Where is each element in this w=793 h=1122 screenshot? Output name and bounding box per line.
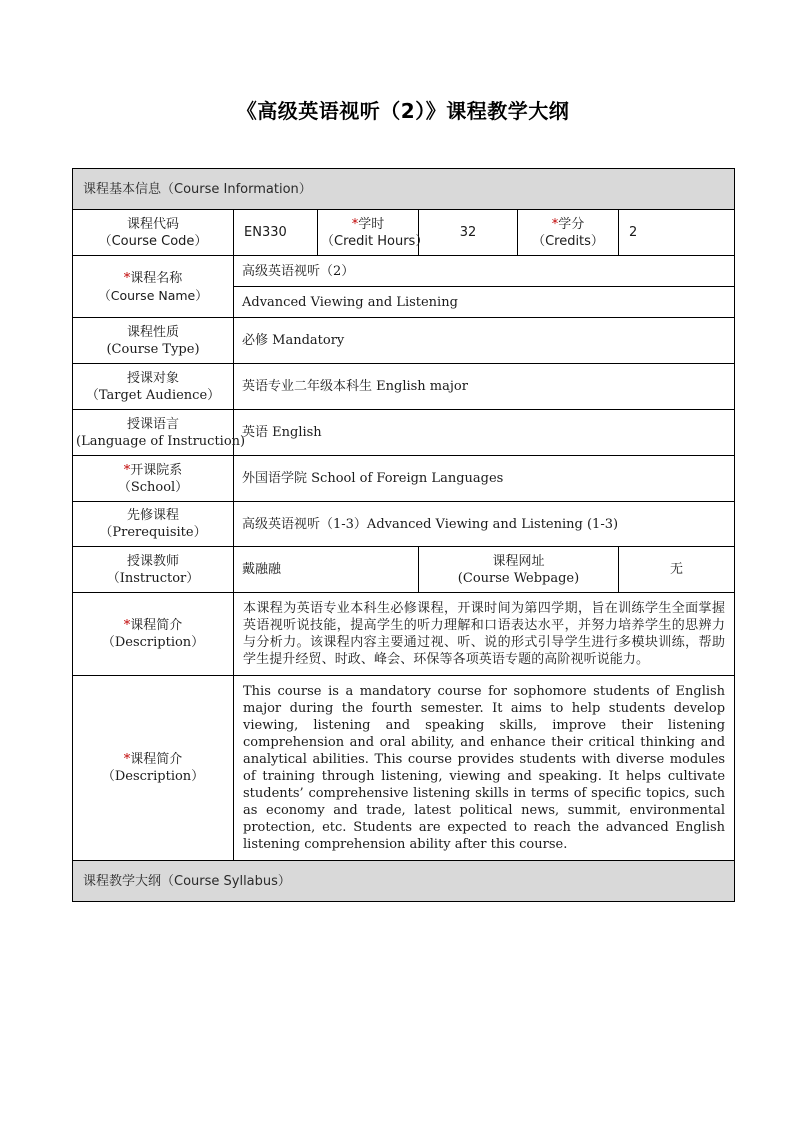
table-row — [73, 676, 735, 861]
label-course-name — [73, 256, 234, 318]
label-school-en: （School） — [117, 479, 189, 495]
label-instructor-en: （Instructor） — [106, 570, 200, 586]
table-row — [73, 256, 735, 287]
value-description-cn: 本课程为英语专业本科生必修课程，开课时间为第四学期，旨在训练学生全面掌握英语视听说技能，提高学生的听力理解和口语表达水平，并努力培养学生的思辨力与分析力。该课程内容主要通过视、听、说的形式引导学生进行多模块训练，帮助学生提升经贸、时政、峰会、环保等各项英语专题的高阶视听说能力。 — [234, 593, 735, 676]
required-asterisk: * — [551, 216, 559, 232]
label-credits-cn: *学分 — [551, 216, 585, 232]
label-course-type — [73, 318, 234, 364]
value-prerequisite: 高级英语视听（1-3）Advanced Viewing and Listening (1-3) — [234, 502, 735, 547]
required-asterisk: * — [123, 618, 131, 633]
label-course-code-en: （Course Code） — [98, 233, 208, 249]
table-row — [73, 502, 735, 547]
label-course-webpage — [419, 547, 619, 593]
section-band-course-syllabus: 课程教学大纲（Course Syllabus） — [73, 861, 735, 902]
label-course-webpage-cn: 课程网址 — [492, 553, 545, 569]
label-prerequisite — [73, 502, 234, 547]
value-target-audience: 英语专业二年级本科生 English major — [234, 364, 735, 410]
value-credits: 2 — [619, 210, 735, 256]
required-asterisk: * — [123, 752, 131, 767]
value-school: 外国语学院 School of Foreign Languages — [234, 456, 735, 502]
label-language-of-instruction — [73, 410, 246, 456]
label-course-webpage-en: (Course Webpage) — [457, 570, 580, 586]
required-asterisk: * — [123, 462, 131, 478]
label-target-audience — [73, 364, 234, 410]
label-credit-hours-cn: *学时 — [351, 216, 385, 232]
label-course-code — [73, 210, 234, 256]
section-band-course-information: 课程基本信息（Course Information） — [73, 169, 735, 210]
table-row — [73, 364, 735, 410]
value-language-of-instruction: 英语 English — [234, 410, 735, 456]
label-language-of-instruction-cn: 授课语言 — [126, 416, 179, 432]
label-credits — [518, 210, 619, 256]
label-course-type-cn: 课程性质 — [126, 324, 179, 340]
value-course-name-en: Advanced Viewing and Listening — [234, 287, 735, 318]
label-target-audience-en: （Target Audience） — [85, 387, 221, 403]
table-row — [73, 169, 735, 210]
label-description-cn — [73, 593, 234, 676]
label-course-code-cn: 课程代码 — [126, 216, 179, 232]
label-school — [73, 456, 234, 502]
required-asterisk: * — [351, 216, 359, 232]
table-row — [73, 861, 735, 902]
label-school-cn: *开课院系 — [123, 462, 183, 478]
label-credits-en: （Credits） — [532, 233, 604, 249]
label-description-en-text: 课程简介（Description） — [101, 752, 205, 784]
label-prerequisite-en: （Prerequisite） — [99, 525, 207, 540]
required-asterisk: * — [123, 270, 131, 286]
label-language-of-instruction-en: (Language of Instruction) — [76, 433, 246, 449]
value-course-code: EN330 — [234, 210, 318, 256]
value-course-webpage: 无 — [619, 547, 735, 593]
table-row — [73, 210, 735, 256]
value-course-type: 必修 Mandatory — [234, 318, 735, 364]
label-credit-hours — [318, 210, 429, 256]
table-row — [73, 547, 735, 593]
label-course-name-en: （Course Name） — [98, 287, 208, 303]
label-course-name-cn: *课程名称 — [123, 270, 183, 286]
table-row — [73, 593, 735, 676]
label-target-audience-cn: 授课对象 — [126, 370, 179, 386]
table-row — [73, 456, 735, 502]
value-instructor: 戴融融 — [234, 547, 419, 593]
label-description-cn-text: 课程简介（Description） — [101, 618, 205, 650]
label-instructor — [73, 547, 234, 593]
value-course-name-cn: 高级英语视听（2） — [234, 256, 735, 287]
table-row — [73, 318, 735, 364]
value-credit-hours: 32 — [419, 210, 518, 256]
value-description-en: This course is a mandatory course for sophomore students of English major during the fourth semester. It aims to help students develop viewing, listening and speaking skills, improve their listening comprehension and oral ability, and enhance their critical thinking and analytical abilities. This course provides students with diverse modules of training through listening, viewing and speaking. It helps cultivate students’ comprehensive listening skills in terms of specific topics, such as economy and trade, latest political news, summit, environmental protection, etc. Students are expected to reach the advanced English listening comprehension ability after this course. — [234, 676, 735, 861]
label-instructor-cn: 授课教师 — [126, 553, 179, 569]
course-information-table — [72, 168, 735, 902]
label-course-type-en: (Course Type) — [106, 341, 200, 357]
table-row — [73, 410, 735, 456]
label-prerequisite-cn: 先修课程 — [126, 508, 179, 523]
label-credit-hours-en: （Credit Hours） — [321, 233, 429, 249]
label-description-en — [73, 676, 234, 861]
page-title: 《高级英语视听（2）》课程教学大纲 — [236, 99, 570, 123]
